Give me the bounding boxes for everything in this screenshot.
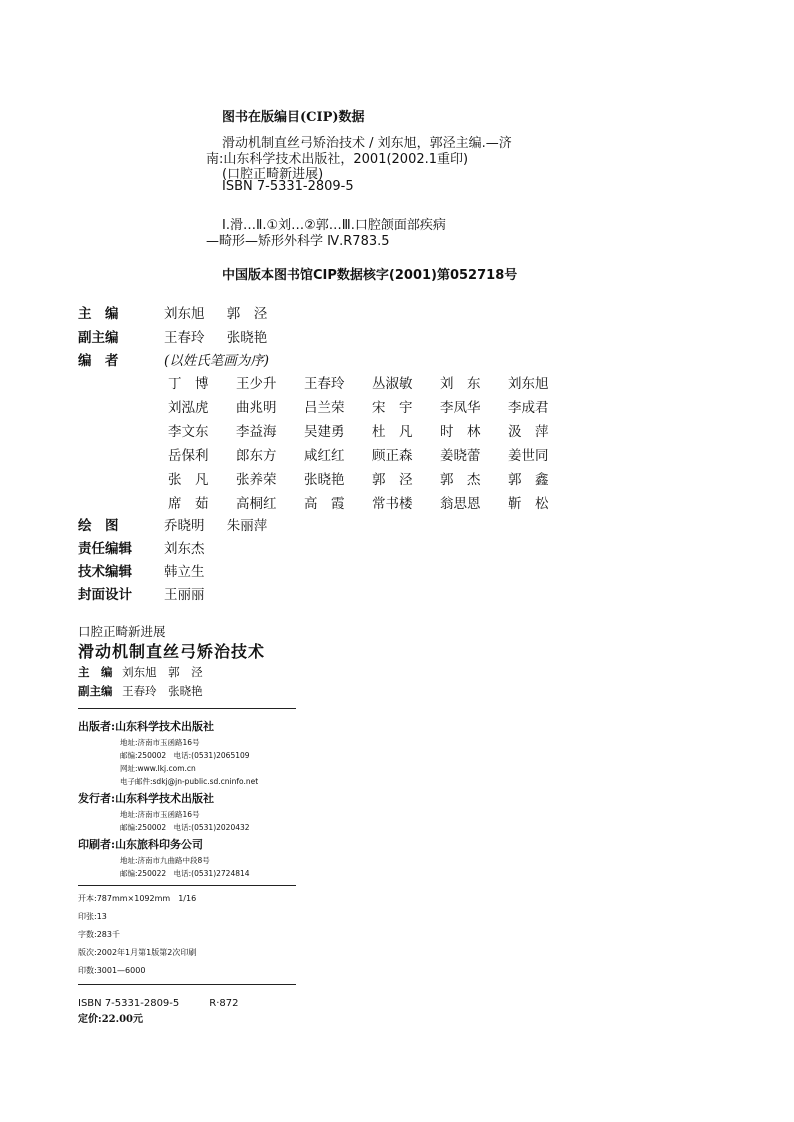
editor-name: 刘泓虎 (168, 400, 209, 416)
distributor-name: 山东科学技术出版社 (115, 792, 215, 805)
publisher-email: 电子邮件:sdkj@jn-public.sd.cninfo.net (120, 777, 259, 786)
distributor-line (78, 790, 214, 806)
colophon-role-label: 主 编 (78, 665, 113, 679)
printer-label: 印刷者: (78, 838, 116, 851)
editor-name: 郭 鑫 (508, 472, 549, 488)
colophon-role-label: 副主编 (78, 684, 113, 698)
credit-cover-design (78, 583, 205, 603)
editor-name: 顾正森 (372, 448, 413, 464)
editor-name: 曲兆明 (236, 400, 277, 416)
book-title: 滑动机制直丝弓矫治技术 (78, 642, 266, 661)
printer-address: 地址:济南市九曲路中段8号 (120, 856, 210, 865)
credit-editor-in-charge (78, 537, 205, 557)
editor-name: 姜世同 (508, 448, 549, 464)
cip-line-isbn: ISBN 7-5331-2809-5 (222, 179, 354, 194)
spec-format: 开本:787mm×1092mm 1/16 (78, 894, 197, 903)
editor-name: 宋 宇 (372, 400, 413, 416)
editor-name: 李益海 (236, 424, 277, 440)
editor-name: 席 茹 (168, 496, 209, 512)
credit-editors (78, 349, 269, 369)
cip-line-publisher: 南:山东科学技术出版社，2001(2002.1重印) (206, 152, 469, 167)
editor-name: 郎东方 (236, 448, 277, 464)
colophon-names: 刘东旭 郭 泾 (122, 665, 203, 679)
price: 定价:22.00元 (78, 1014, 144, 1025)
editor-name: 靳 松 (508, 496, 549, 512)
distributor-label: 发行者: (78, 792, 116, 805)
editor-name: 李文东 (168, 424, 209, 440)
cip-line-title: 滑动机制直丝弓矫治技术 / 刘东旭，郭泾主编.—济 (222, 136, 512, 151)
editor-name: 张 凡 (168, 472, 209, 488)
editor-name: 岳保利 (168, 448, 209, 464)
editor-name: 翁思恩 (440, 496, 481, 512)
editors-order-note: (以姓氏笔画为序) (164, 353, 270, 369)
editor-name: 李凤华 (440, 400, 481, 416)
credit-illustration (78, 514, 285, 534)
publisher-name: 山东科学技术出版社 (115, 720, 215, 733)
printer-line (78, 836, 203, 852)
credit-chief-editor (78, 302, 285, 322)
credit-role-label: 绘 图 (78, 518, 119, 534)
editor-name: 吴建勇 (304, 424, 345, 440)
credit-name: 韩立生 (164, 564, 205, 580)
colophon-names: 王春玲 张晓艳 (122, 684, 203, 698)
editor-name: 王春玲 (304, 376, 345, 392)
editor-name: 刘东旭 (508, 376, 549, 392)
credit-name: 乔晓明 (164, 518, 205, 534)
editor-name: 汲 萍 (508, 424, 549, 440)
colophon-chief-editor (78, 664, 203, 680)
editor-name: 张养荣 (236, 472, 277, 488)
credit-name: 王丽丽 (164, 587, 205, 603)
credit-deputy-editor (78, 326, 285, 346)
series-name: 口腔正畸新进展 (78, 624, 166, 639)
editor-name: 丛淑敏 (372, 376, 413, 392)
editor-name: 咸红红 (304, 448, 345, 464)
divider (78, 708, 296, 709)
credit-technical-editor (78, 560, 205, 580)
cip-line-subject-2: —畸形—矫形外科学 Ⅳ.R783.5 (206, 234, 390, 249)
credit-role-label: 编 者 (78, 353, 119, 369)
cip-line-subject-1: Ⅰ.滑…Ⅱ.①刘…②郭…Ⅲ.口腔颌面部疾病 (222, 218, 446, 233)
cip-line-record-number: 中国版本图书馆CIP数据核字(2001)第052718号 (222, 268, 518, 283)
printer-name: 山东旅科印务公司 (115, 838, 204, 851)
credit-name: 王春玲 (164, 330, 205, 346)
credit-role-label: 副主编 (78, 330, 119, 346)
credit-name: 朱丽萍 (226, 518, 268, 534)
credit-role-label: 封面设计 (78, 587, 132, 603)
distributor-address: 地址:济南市玉函路16号 (120, 810, 200, 819)
editor-name: 吕兰荣 (304, 400, 345, 416)
spec-print-run: 印数:3001—6000 (78, 966, 146, 975)
credit-role-label: 责任编辑 (78, 541, 132, 557)
divider (78, 984, 296, 985)
editor-name: 李成君 (508, 400, 549, 416)
editor-name: 张晓艳 (304, 472, 345, 488)
editor-name: 刘 东 (440, 376, 481, 392)
credit-name: 郭 泾 (226, 306, 268, 322)
credit-role-label: 技术编辑 (78, 564, 132, 580)
publisher-website: 网址:www.lkj.com.cn (120, 764, 196, 773)
distributor-phone: 邮编:250002 电话:(0531)2020432 (120, 823, 250, 832)
credit-role-label: 主 编 (78, 306, 119, 322)
editor-name: 郭 杰 (440, 472, 481, 488)
cip-line-series: (口腔正畸新进展) (222, 167, 324, 182)
cip-heading: 图书在版编目(CIP)数据 (222, 110, 365, 125)
credit-name: 刘东旭 (164, 306, 205, 322)
editor-name: 时 林 (440, 424, 481, 440)
editor-name: 丁 博 (168, 376, 209, 392)
colophon-deputy-editor (78, 683, 203, 699)
credit-name: 刘东杰 (164, 541, 205, 557)
publisher-line (78, 718, 214, 734)
spec-edition: 版次:2002年1月第1版第2次印刷 (78, 948, 197, 957)
spec-sheets: 印张:13 (78, 912, 107, 921)
editor-name: 高 霞 (304, 496, 345, 512)
printer-phone: 邮编:250022 电话:(0531)2724814 (120, 869, 250, 878)
divider (78, 885, 296, 886)
editor-name: 姜晓蕾 (440, 448, 481, 464)
editor-name: 杜 凡 (372, 424, 413, 440)
publisher-address: 地址:济南市玉函路16号 (120, 738, 200, 747)
editor-name: 王少升 (236, 376, 277, 392)
spec-word-count: 字数:283千 (78, 930, 120, 939)
credit-name: 张晓艳 (226, 330, 268, 346)
isbn-classification: ISBN 7-5331-2809-5 R·872 (78, 998, 239, 1009)
publisher-phone: 邮编:250002 电话:(0531)2065109 (120, 751, 250, 760)
editor-name: 常书楼 (372, 496, 413, 512)
editors-list (168, 372, 576, 516)
editor-name: 郭 泾 (372, 472, 413, 488)
editor-name: 高桐红 (236, 496, 277, 512)
publisher-label: 出版者: (78, 720, 116, 733)
